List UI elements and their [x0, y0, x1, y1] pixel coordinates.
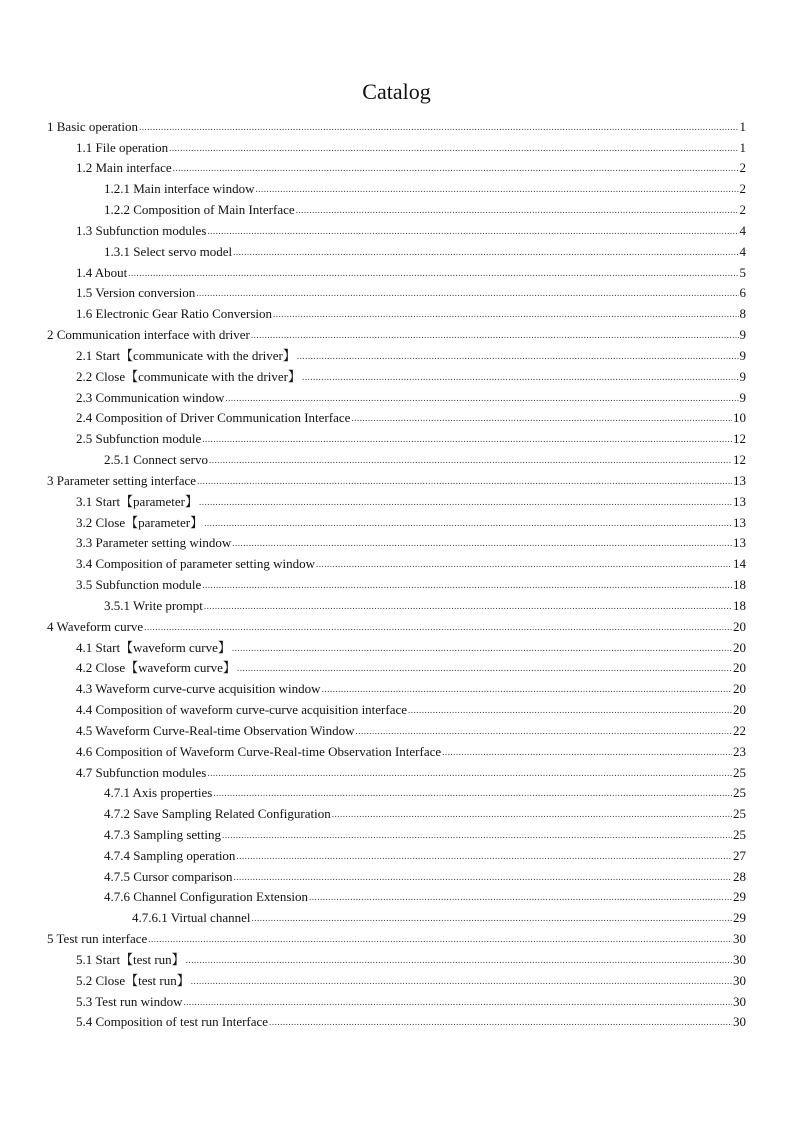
- toc-entry[interactable]: [47, 1009, 746, 1030]
- toc-entry[interactable]: [47, 988, 746, 1009]
- toc-page-number: 30: [733, 931, 746, 947]
- toc-entry-label: 2.5 Subfunction module: [76, 431, 202, 447]
- toc-entry[interactable]: [47, 675, 746, 696]
- toc-dot-leader: [297, 350, 739, 363]
- toc-entry-label: 4.7.2 Save Sampling Related Configuration: [104, 806, 331, 822]
- toc-entry-label: 1.3.1 Select servo model: [104, 243, 233, 259]
- toc-entry[interactable]: [47, 238, 746, 259]
- toc-entry-label: 4.7.3 Sampling setting: [104, 826, 221, 842]
- toc-entry[interactable]: [47, 113, 746, 134]
- toc-entry[interactable]: [47, 280, 746, 301]
- toc-page-number: 27: [733, 847, 746, 863]
- toc-dot-leader: [191, 975, 732, 988]
- toc-page-number: 25: [733, 764, 746, 780]
- toc-page-number: 22: [733, 722, 746, 738]
- toc-page-number: 14: [733, 556, 746, 572]
- toc-dot-leader: [204, 517, 732, 530]
- toc-page-number: 2: [739, 181, 746, 197]
- toc-dot-leader: [139, 121, 739, 134]
- toc-entry-label: 2.2 Close【communicate with the driver】: [76, 368, 301, 384]
- toc-entry-label: 5.3 Test run window: [76, 993, 183, 1009]
- toc-entry-label: 1.1 File operation: [76, 139, 169, 155]
- toc-page-number: 25: [733, 826, 746, 842]
- toc-page-number: 9: [739, 347, 746, 363]
- toc-dot-leader: [173, 162, 739, 175]
- toc-dot-leader: [186, 954, 732, 967]
- toc-page-number: 2: [739, 202, 746, 218]
- toc-dot-leader: [302, 371, 739, 384]
- toc-entry-label: 2.4 Composition of Driver Communication Interface: [76, 410, 351, 426]
- toc-entry-label: 3.1 Start【parameter】: [76, 493, 199, 509]
- toc-entry-label: 4.4 Composition of waveform curve-curve acquisition interface: [76, 702, 408, 718]
- toc-page-number: 30: [733, 972, 746, 988]
- toc-dot-leader: [322, 683, 732, 696]
- toc-dot-leader: [209, 454, 732, 467]
- toc-entry-label: 4.7.1 Axis properties: [104, 785, 213, 801]
- toc-page-number: 20: [733, 681, 746, 697]
- toc-page-number: 10: [733, 410, 746, 426]
- toc-entry-label: 1 Basic operation: [47, 118, 138, 134]
- toc-entry[interactable]: [47, 405, 746, 426]
- toc-entry[interactable]: [47, 904, 746, 925]
- toc-entry[interactable]: [47, 863, 746, 884]
- toc-entry-label: 4 Waveform curve: [47, 618, 144, 634]
- toc-entry[interactable]: [47, 550, 746, 571]
- toc-dot-leader: [251, 329, 739, 342]
- toc-dot-leader: [196, 287, 738, 300]
- toc-entry-label: 5 Test run interface: [47, 931, 148, 947]
- toc-page-number: 20: [733, 639, 746, 655]
- toc-page-number: 29: [733, 889, 746, 905]
- toc-entry-label: 3.5.1 Write prompt: [104, 597, 203, 613]
- toc-dot-leader: [256, 183, 739, 196]
- toc-entry-label: 4.3 Waveform curve-curve acquisition window: [76, 681, 321, 697]
- toc-page-number: 28: [733, 868, 746, 884]
- toc-page-number: 9: [739, 327, 746, 343]
- toc-entry[interactable]: [47, 884, 746, 905]
- toc-entry[interactable]: [47, 384, 746, 405]
- toc-entry[interactable]: [47, 467, 746, 488]
- toc-page-number: 4: [739, 243, 746, 259]
- toc-dot-leader: [236, 850, 732, 863]
- toc-dot-leader: [197, 475, 732, 488]
- toc-page-number: 18: [733, 597, 746, 613]
- toc-dot-leader: [169, 142, 738, 155]
- toc-entry[interactable]: [47, 655, 746, 676]
- toc-dot-leader: [232, 642, 732, 655]
- toc-page-number: 13: [733, 535, 746, 551]
- toc-entry-label: 4.6 Composition of Waveform Curve-Real-time Observation Interface: [76, 743, 442, 759]
- toc-page-number: 1: [739, 118, 746, 134]
- toc-entry[interactable]: [47, 613, 746, 634]
- toc-page-number: 2: [739, 160, 746, 176]
- toc-entry[interactable]: [47, 155, 746, 176]
- toc-entry[interactable]: [47, 634, 746, 655]
- toc-page-number: 30: [733, 951, 746, 967]
- toc-entry[interactable]: [47, 842, 746, 863]
- toc-entry-label: 1.2.2 Composition of Main Interface: [104, 202, 295, 218]
- toc-page-number: 5: [739, 264, 746, 280]
- toc-dot-leader: [309, 891, 732, 904]
- toc-dot-leader: [234, 871, 732, 884]
- toc-dot-leader: [207, 225, 738, 238]
- toc-entry-label: 4.7.6 Channel Configuration Extension: [104, 889, 309, 905]
- toc-entry[interactable]: [47, 342, 746, 363]
- toc-page-number: 13: [733, 514, 746, 530]
- toc-entry[interactable]: [47, 967, 746, 988]
- toc-entry[interactable]: [47, 509, 746, 530]
- toc-page-number: 4: [739, 222, 746, 238]
- toc-entry-label: 3.3 Parameter setting window: [76, 535, 232, 551]
- toc-entry-label: 1.4 About: [76, 264, 128, 280]
- toc-dot-leader: [202, 433, 732, 446]
- toc-page-number: 9: [739, 389, 746, 405]
- toc-entry[interactable]: [47, 175, 746, 196]
- toc-entry[interactable]: [47, 446, 746, 467]
- toc-entry-label: 4.7 Subfunction modules: [76, 764, 207, 780]
- toc-dot-leader: [183, 996, 732, 1009]
- toc-page-number: 20: [733, 618, 746, 634]
- toc-entry-label: 4.7.5 Cursor comparison: [104, 868, 233, 884]
- toc-page-number: 30: [733, 993, 746, 1009]
- toc-dot-leader: [232, 537, 732, 550]
- toc-dot-leader: [199, 496, 732, 509]
- toc-entry[interactable]: [47, 717, 746, 738]
- toc-page-number: 20: [733, 702, 746, 718]
- toc-dot-leader: [408, 704, 732, 717]
- toc-dot-leader: [251, 912, 732, 925]
- toc-entry[interactable]: [47, 363, 746, 384]
- toc-dot-leader: [213, 787, 732, 800]
- toc-page-number: 20: [733, 660, 746, 676]
- toc-dot-leader: [273, 308, 738, 321]
- toc-page-number: 12: [733, 452, 746, 468]
- toc-entry[interactable]: [47, 821, 746, 842]
- toc-entry[interactable]: [47, 300, 746, 321]
- toc-dot-leader: [296, 204, 739, 217]
- toc-dot-leader: [332, 808, 732, 821]
- toc-entry-label: 5.1 Start【test run】: [76, 951, 185, 967]
- toc-entry[interactable]: [47, 592, 746, 613]
- toc-entry-label: 5.4 Composition of test run Interface: [76, 1014, 269, 1030]
- toc-dot-leader: [225, 392, 738, 405]
- toc-entry-label: 2.3 Communication window: [76, 389, 225, 405]
- toc-dot-leader: [207, 767, 732, 780]
- toc-page-number: 12: [733, 431, 746, 447]
- toc-entry[interactable]: [47, 217, 746, 238]
- toc-page-number: 13: [733, 472, 746, 488]
- toc-entry[interactable]: [47, 696, 746, 717]
- toc-dot-leader: [316, 558, 732, 571]
- toc-dot-leader: [269, 1016, 732, 1029]
- toc-entry-label: 1.6 Electronic Gear Ratio Conversion: [76, 306, 273, 322]
- toc-dot-leader: [202, 579, 732, 592]
- toc-entry-label: 4.2 Close【waveform curve】: [76, 660, 236, 676]
- toc-dot-leader: [128, 267, 738, 280]
- toc-entry-label: 3.4 Composition of parameter setting window: [76, 556, 316, 572]
- toc-page-number: 30: [733, 1014, 746, 1030]
- toc-entry[interactable]: [47, 321, 746, 342]
- toc-page-number: 18: [733, 577, 746, 593]
- toc-page-number: 23: [733, 743, 746, 759]
- toc-page-number: 25: [733, 806, 746, 822]
- toc-page-number: 13: [733, 493, 746, 509]
- toc-entry-label: 3.2 Close【parameter】: [76, 514, 204, 530]
- toc-dot-leader: [355, 725, 732, 738]
- toc-entry-label: 1.5 Version conversion: [76, 285, 196, 301]
- toc-page-number: 6: [739, 285, 746, 301]
- toc-dot-leader: [148, 933, 732, 946]
- toc-entry-label: 2.5.1 Connect servo: [104, 452, 208, 468]
- toc-entry[interactable]: [47, 488, 746, 509]
- page-title: Catalog: [362, 79, 431, 104]
- toc-entry-label: 4.5 Waveform Curve-Real-time Observation Window: [76, 722, 355, 738]
- toc-dot-leader: [204, 600, 732, 613]
- toc-entry-label: 3 Parameter setting interface: [47, 472, 197, 488]
- toc-entry[interactable]: [47, 571, 746, 592]
- toc-dot-leader: [237, 662, 732, 675]
- toc-entry[interactable]: [47, 425, 746, 446]
- toc-entry[interactable]: [47, 738, 746, 759]
- toc-entry-label: 3.5 Subfunction module: [76, 577, 202, 593]
- toc-entry[interactable]: [47, 780, 746, 801]
- toc-entry[interactable]: [47, 530, 746, 551]
- toc-entry[interactable]: [47, 134, 746, 155]
- toc-entry[interactable]: [47, 196, 746, 217]
- toc-page-number: 25: [733, 785, 746, 801]
- toc-dot-leader: [351, 412, 732, 425]
- toc-entry-label: 1.2 Main interface: [76, 160, 172, 176]
- toc-page-number: 1: [739, 139, 746, 155]
- toc-entry[interactable]: [47, 946, 746, 967]
- toc-dot-leader: [144, 621, 732, 634]
- toc-entry[interactable]: [47, 759, 746, 780]
- toc-entry[interactable]: [47, 800, 746, 821]
- toc-dot-leader: [442, 746, 732, 759]
- toc-dot-leader: [233, 246, 738, 259]
- toc-entry-label: 4.7.6.1 Virtual channel: [132, 910, 251, 926]
- toc-dot-leader: [222, 829, 732, 842]
- toc-entry-label: 4.7.4 Sampling operation: [104, 847, 236, 863]
- toc-entry[interactable]: [47, 925, 746, 946]
- toc-entry-label: 4.1 Start【waveform curve】: [76, 639, 231, 655]
- toc-entry-label: 2 Communication interface with driver: [47, 327, 250, 343]
- toc-entry-label: 1.2.1 Main interface window: [104, 181, 255, 197]
- toc-page-number: 9: [739, 368, 746, 384]
- toc-entry-label: 5.2 Close【test run】: [76, 972, 190, 988]
- toc-entry[interactable]: [47, 259, 746, 280]
- table-of-contents: [47, 113, 746, 1029]
- toc-page-number: 8: [739, 306, 746, 322]
- toc-entry-label: 2.1 Start【communicate with the driver】: [76, 347, 296, 363]
- toc-entry-label: 1.3 Subfunction modules: [76, 222, 207, 238]
- toc-page-number: 29: [733, 910, 746, 926]
